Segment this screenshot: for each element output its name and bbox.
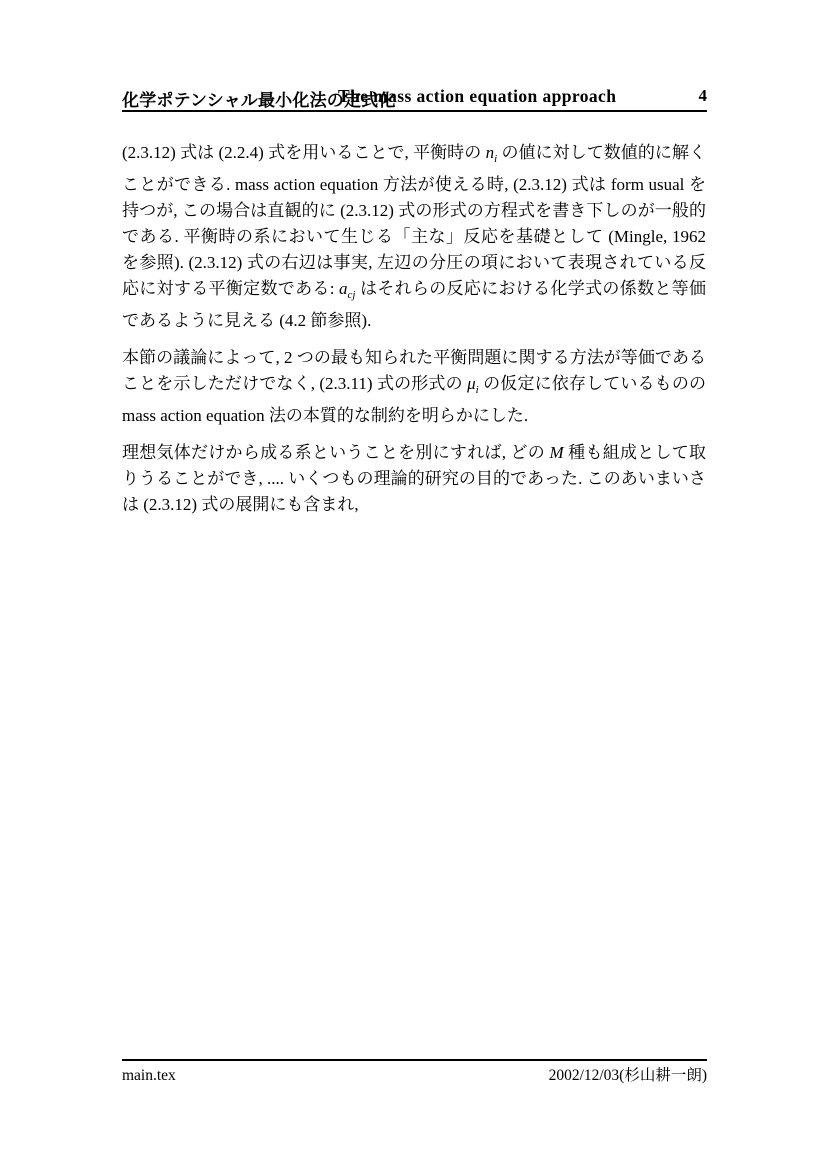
header-page-number: 4 (698, 86, 707, 105)
text-run: の値に対して数値的に解くことができる. mass action equation 方法が使える時, (2.3.12) 式は form usual を持つが, この場合は直観的に (2.3.12) 式の形式の方程式を書き下しのが一般的である. 平衡時の系において生じる「主な」反応を基礎として (Mingle, 1962 を参照). (2.3.12) 式の右辺は事実, 左辺の分圧の項において表現されている反応に対する平衡定数である: (122, 143, 706, 298)
header-title-english: The mass action equation approach (338, 86, 617, 106)
text-run: (2.3.12) 式は (2.2.4) 式を用いることで, 平衡時の (122, 143, 486, 162)
text-run: 本節の議論によって, 2 つの最も知られた平衡問題に関する方法が等価であることを示しただけでなく, (2.3.11) 式の形式の (122, 348, 706, 393)
header-title-japanese: 化学ポテンシャル最小化法の定式化 (122, 91, 396, 110)
math-symbol: a (339, 279, 348, 298)
text-run: 理想気体だけから成る系ということを別にすれば, どの (122, 443, 550, 462)
math-subscript: i (475, 384, 479, 396)
page-header (122, 85, 707, 109)
text-run: 種も組成として取りうることができ, .... いくつもの理論的研究の目的であった. このあいまいさは (2.3.12) 式の展開にも含まれ, (122, 443, 706, 514)
header-rule (122, 110, 707, 112)
page-footer (122, 1066, 707, 1086)
paragraph (122, 440, 706, 518)
body-paragraphs (122, 140, 706, 529)
paragraph (122, 140, 706, 334)
text-run: はそれらの反応における化学式の係数と等価であるように見える (4.2 節参照). (122, 279, 706, 330)
footer-rule (122, 1059, 707, 1061)
math-symbol: n (485, 143, 495, 162)
math-subscript: cj (347, 289, 356, 301)
text-run: の仮定に依存しているものの mass action equation 法の本質的な制約を明らかにした. (122, 374, 706, 425)
math-symbol: μ (467, 374, 476, 393)
paragraph (122, 345, 706, 429)
footer-date-author: 2002/12/03(杉山耕一朗) (548, 1067, 707, 1084)
footer-filename: main.tex (122, 1067, 176, 1084)
math-symbol: M (549, 443, 564, 462)
math-subscript: i (494, 153, 498, 165)
